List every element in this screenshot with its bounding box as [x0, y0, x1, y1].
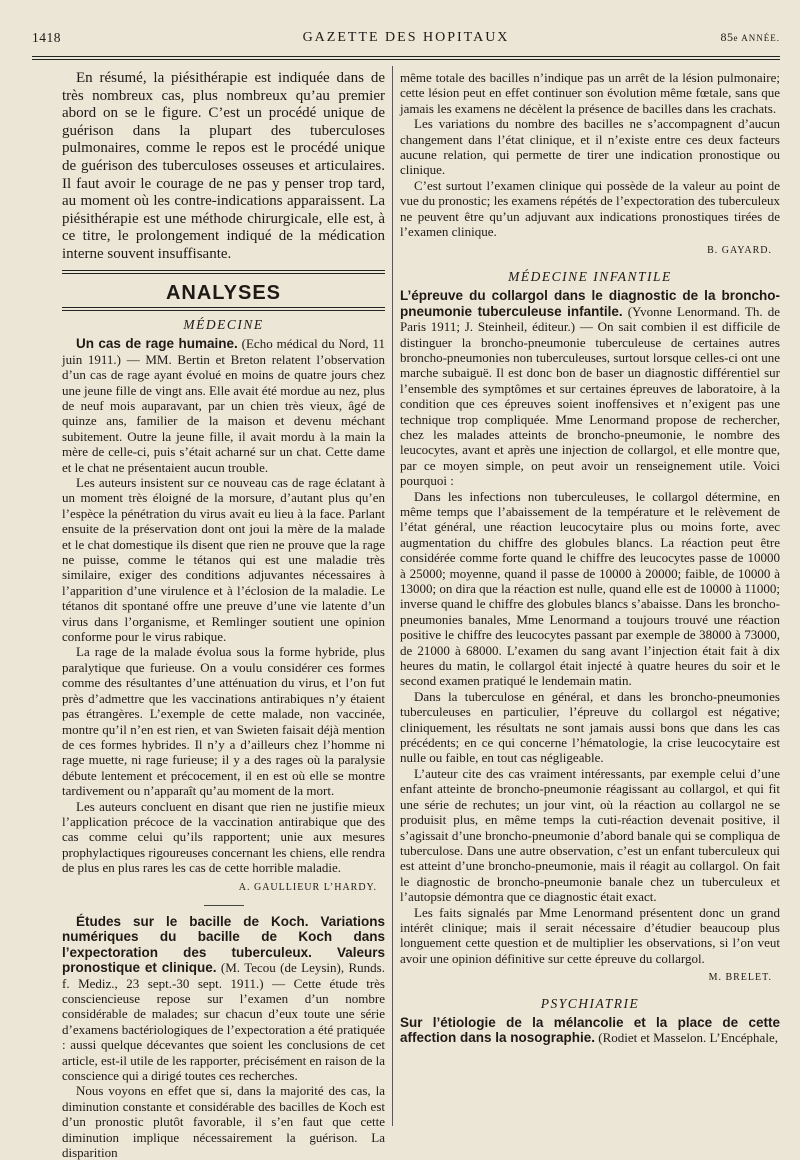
- article-collargol-p4: L’auteur cite des cas vraiment intéressants, par exemple celui d’une enfant atteinte de broncho-pneumonie réagissant au collargol, et qui fit une série de rechutes; un jour vint, où la réaction au collargol ne se produisit plus, en même temps la cuti-réaction devenait positive, il s’agissait d’une broncho-pneumonie d’abord banale qui se compliqua de tuberculose. Dans une autre observation, c’est un enfant tuberculeux qui est atteint d’une broncho-pneumonie, mais il réagit au collargol. On fait le diagnostic de broncho-pneumonie banale chez un tuberculeux et l’autopsie démontra que ce diagnostic était exact.: [400, 765, 780, 905]
- page-number: 1418: [32, 30, 61, 45]
- analyses-heading: ANALYSES: [165, 281, 282, 304]
- year-number: 85: [720, 30, 734, 44]
- article-rage-p2: Les auteurs insistent sur ce nouveau cas de rage éclatant à un moment très éloigné de la morsure, d’autant plus qu’en l’espèce la pénétration du virus avait eu lieu à la face. Parlant ensuite de la préservation dont ont joui la mère de la malade et le chat domestique ils disent que rien ne prouve que la rage ne puisse, comme le tétanos qui est une maladie très similaire, exiger des conditions adjuvantes nécessaires à l’apparition d’une virulence et à l’éclosion de la maladie. Le tétanos dit spontané offre une preuve d’une vie latente d’un virus dans l’organisme, et Remlinger soutient une opinion conforme pour le virus rabique.: [62, 475, 385, 645]
- left-column: [62, 70, 385, 1160]
- column-divider: [392, 66, 393, 1126]
- signature-gaullieur: A. GAULLIEUR L’HARDY.: [238, 881, 377, 893]
- lead-text: En résumé, la piésithérapie est indiquée dans de très nombreux cas, plus nombreux qu’au premier abord on se le figure. C’est un procédé unique de guérison dans la plupart des tuberculoses pulmonaires, comme le repos est le procédé unique de guérison des tuberculoses osseuses et articulaires. Il faut avoir le courage de ne pas y penser trop tard, au moment où les contre-indications apparaissent. La piésithérapie est une méthode chirurgicale, elle est, à ce titre, le prolongement indiqué de la médication interne souvent insuffisante.: [62, 70, 385, 262]
- article-koch-intro: [62, 914, 385, 1083]
- article-collargol-p5: Les faits signalés par Mme Lenormand présentent donc un grand intérêt clinique; mais il serait nécessaire d’étudier beaucoup plus longuement cette question et de multiplier les observations, si l’on veut avoir une opinion définitive sur cette épreuve du collargol.: [400, 904, 780, 966]
- article-title-koch: Études sur le bacille de Koch. Variations numériques du bacille de Koch dans l’expectoration des tuberculeux. Valeurs pronostique et clinique.: [62, 913, 385, 976]
- section-heading-medecine: MÉDECINE: [183, 316, 264, 332]
- article-collargol-p1: (Yvonne Lenormand. Th. de Paris 1911; J. Steinheil, éditeur.) — On sait combien il est difficile de distinguer la broncho-pneumonie tuberculeuse de certaines autres broncho-pneumonies non tuberculeuses, surtout lorsque celles-ci ont une marche subaiguë. Il est donc bon de baser un diagnostic différentiel sur l’ensemble des symptômes et sur certaines épreuves de laboratoire, à la condition que ces épreuves soient inoffensives et n’exigent pas une technique trop compliquée. Mme Lenormand propose de rechercher, chez les malades atteints de broncho-pneumonie, le nombre des leucocytes, avant et après une injection de collargol, et elle montre que, par ce moyen simple, on peut avoir un renseignement utile. Voici pourquoi :: [400, 303, 780, 489]
- article-collargol-intro: [400, 288, 780, 488]
- article-koch-p5: C’est surtout l’examen clinique qui possède de la valeur au point de vue du pronostic; les examens répétés de l’expectoration des tuberculeux ne peuvent être qu’un adjuvant aux indications pronostiques tirées de l’examen clinique.: [400, 177, 780, 240]
- article-koch-p1: (M. Tecou (de Leysin), Runds. f. Mediz., 23 sept.-30 sept. 1911.) — Cette étude très consciencieuse repose sur l’examen d’un nombre considérable de malades; sur chacun d’eux toute une série d’examens bactériologiques de l’expectoration a été pratiquée : aussi quelque décevantes que soient les conclusions de cet article, est-il utile de les rapporter, précisément en raison de la conscience qui a dirigé toutes ces recherches.: [62, 960, 385, 1084]
- section-heading-medecine-infantile: MÉDECINE INFANTILE: [508, 268, 672, 284]
- article-rage-p1: (Echo médical du Nord, 11 juin 1911.) — MM. Bertin et Breton relatent l’observation d’un cas de rage ayant évolué en moins de quatre jours chez une jeune fille de vingt ans. Elle avait été mordue au nez, plus de neuf mois auparavant, par un chien très vieux, âgé de quinze ans, familier de la maison et devenu méchant subitement. Outre la jeune fille, il avait mordu à la main la mère de celle-ci, puis s’était acharné sur un chat. Cette dame et le chat ne présentaient aucun trouble.: [62, 336, 386, 475]
- article-melancolie-intro: [400, 1015, 780, 1046]
- header-rule-2: [32, 59, 780, 60]
- article-title-rage: Un cas de rage humaine.: [76, 336, 238, 352]
- article-collargol-p3: Dans la tuberculose en général, et dans les broncho-pneumonies tuberculeuses en particulier, l’épreuve du collargol est négative; cliniquement, les résultats ne sont jamais aussi bons que dans les cas précédents; en ce qui concerne l’hématologie, la crise leucocytaire est nulle ou faible, en tout cas négligeable.: [400, 688, 780, 766]
- lead-paragraph: [62, 70, 385, 264]
- article-title-melancolie: Sur l’étiologie de la mélancolie et la place de cette affection dans la nosographie.: [400, 1014, 780, 1046]
- article-koch-p2: Nous voyons en effet que si, dans la majorité des cas, la diminution constante et considérable des bacilles de Koch est d’un pronostic plutôt favorable, il s’en faut que cette diminution implique nécessairement la guérison. La disparition: [62, 1083, 385, 1160]
- signature-gayard: B. GAYARD.: [707, 245, 772, 257]
- section-rule-2: [62, 307, 385, 311]
- article-rage-intro: [62, 336, 385, 475]
- article-rage-p3: La rage de la malade évolua sous la forme hybride, plus paralytique que furieuse. On a voulu considérer ces formes comme des résultantes d’une atténuation du virus, et l’on fut près d’admettre que les vaccinations antirabiques n’y étaient pas étrangères. L’exemple de cette malade, non vaccinée, montre qu’il n’en est rien, et van Swieten faisait déjà mention de ces formes hybrides. Il n’y a d’ailleurs chez l’homme ni rage muette, ni rage furieuse; il y a des rages où la paralysie débute lentement et précocement, il en est où elle se montre tardivement ou n’apparaît qu’au moment de la mort.: [62, 644, 385, 799]
- article-separator: [204, 905, 244, 906]
- article-rage-p4: Les auteurs concluent en disant que rien ne justifie mieux l’application précoce de la vaccination antirabique que des cas comme celui qu’ils rapportent; unie aux mesures prophylactiques rigoureuses concernant les chiens, elle rendra de plus en plus rares les cas de cette horrible maladie.: [62, 798, 385, 876]
- article-collargol-p2: Dans les infections non tuberculeuses, le collargol détermine, en même temps que l’abaissement de la température et le relèvement de l’état général, une réaction leucocytaire plus ou moins forte, avec augmentation du chiffre des globules blancs. La réaction peut être considérée comme forte quand le chiffre des leucocytes passe de 10000 à 25000; moyenne, quand il passe de 10000 à 20000; faible, de 10000 à 13000; on dira que la réaction est nulle, quand elle est de 10000 à 11000; inverse quand le chiffre des globules blancs s’abaisse. Dans les broncho-pneumonies banales, Mme Lenormand a toujours trouvé une réaction positive le chiffre des leucocytes passant par exemple de 38000 à 73000, de 21000 à 68000. L’examen du sang avant l’injection était fait à dix heures du matin, le collargol était injecté à quatre heures du soir et le second examen pratiqué le lendemain matin.: [400, 488, 780, 689]
- article-koch-p4: Les variations du nombre des bacilles ne s’accompagnent d’aucun changement dans l’état clinique, et il n’existe entre ces deux facteurs aucune relation, qui permette de tirer une indication pronostique ou clinique.: [400, 116, 780, 178]
- article-koch-p3: même totale des bacilles n’indique pas un arrêt de la lésion pulmonaire; cette lésion peut en effet continuer son évolution même fœtale, sans que jamais les examens ne décèlent la présence de bacilles dans les crachats.: [400, 70, 780, 116]
- right-column: [400, 70, 780, 1046]
- header-rule: [32, 56, 780, 57]
- volume-year: [721, 30, 781, 45]
- year-suffix: e ANNÉE.: [733, 33, 780, 43]
- section-heading-psychiatrie: PSYCHIATRIE: [540, 995, 640, 1011]
- journal-title: GAZETTE DES HOPITAUX: [302, 30, 510, 45]
- article-melancolie-p1: (Rodiet et Masselon. L’Encéphale,: [598, 1030, 778, 1046]
- signature-brelet: M. BRELET.: [708, 972, 772, 984]
- article-title-collargol: L’épreuve du collargol dans le diagnostic de la broncho-pneumonie tuberculeuse infantile.: [400, 288, 780, 319]
- page-header: [32, 30, 780, 52]
- section-rule: [62, 270, 385, 274]
